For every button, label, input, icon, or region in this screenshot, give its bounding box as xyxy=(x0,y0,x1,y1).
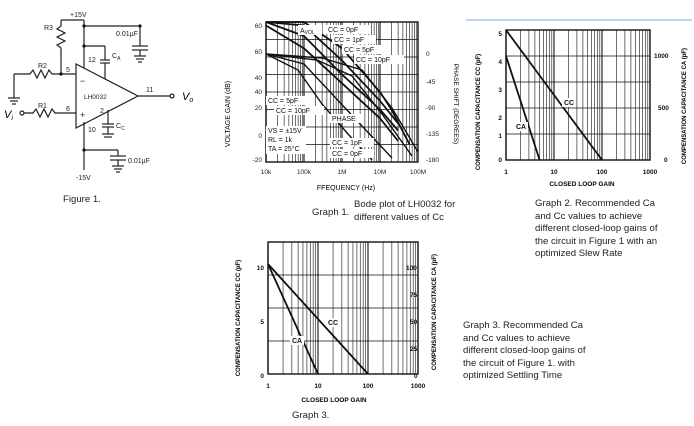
vplus-label: +15V xyxy=(70,12,87,19)
vi-label: Vi xyxy=(4,109,13,122)
graph-3-xtick: 100 xyxy=(362,383,374,390)
chip-label: LH0032 xyxy=(84,94,107,101)
phase-label-10pf: CC = 10pF xyxy=(276,108,311,115)
plot-frame xyxy=(506,30,650,160)
graph-2-ca-label: CA xyxy=(516,124,527,131)
cap-top-label: 0.01µF xyxy=(116,31,138,38)
graph-2-ytick: 4 xyxy=(498,59,502,66)
pin-11: 11 xyxy=(146,87,154,94)
inverting-sign: − xyxy=(80,76,86,86)
r3-resistor xyxy=(57,20,65,74)
graph-1-ytick: 60 xyxy=(254,23,262,30)
graph-1-bode-plot xyxy=(222,14,462,199)
gain-label-10pf: CC = 10pF xyxy=(356,57,391,64)
pin-5: 5 xyxy=(66,67,70,74)
graph-3-caption: Graph 3. Recommended Ca and Cc values to achieve different closed-loop gains of the circuit of Figure 1. with optimized Settling Time xyxy=(463,320,586,381)
graph-2-ytick: 5 xyxy=(498,31,502,38)
graph-2-ylabel-right: COMPENSATION CAPACITANCE CA (pF) xyxy=(682,47,688,165)
graph-3-grid xyxy=(268,242,418,374)
graph-2-ytick-right: 500 xyxy=(658,105,669,112)
graph-2-xtick: 1000 xyxy=(642,169,658,176)
graph-3-ytick-right: 75 xyxy=(410,292,418,299)
graph-1-ylabel-left: VOLTAGE GAIN (dB) xyxy=(225,80,232,148)
figure-1-circuit xyxy=(0,0,215,215)
graph-1-ytick: 40 xyxy=(254,75,262,82)
graph-2 xyxy=(466,16,692,194)
gain-label-5pf: CC = 5pF xyxy=(344,47,375,54)
graph-2-ytick: 2 xyxy=(498,115,502,122)
graph-1-xtick: 10k xyxy=(260,169,272,176)
graph-1-ytick: 0 xyxy=(258,133,262,140)
graph-3-ytick: 5 xyxy=(260,319,264,326)
graph-2-ylabel-left: COMPENSATION CAPACITANCE CC (pF) xyxy=(476,53,482,171)
graph-3-ytick-right: 100 xyxy=(406,265,417,272)
r3-label: R3 xyxy=(44,25,53,32)
cap-bottom-label: 0.01µF xyxy=(128,158,150,165)
graph-1-ylabel-right: PHASE SHIFT (DEGREES) xyxy=(452,63,459,145)
graph-1-phase-tick: -135 xyxy=(426,131,440,138)
graph-1-xtick: 10M xyxy=(373,169,387,176)
condition-ta: TA = 25°C xyxy=(268,146,300,153)
graph-1-xtick: 100k xyxy=(296,169,312,176)
graph-1-caption: Bode plot of LH0032 for different values of Cc xyxy=(354,199,456,223)
graph-2-grid xyxy=(506,30,650,160)
graph-1-phase-tick: -45 xyxy=(426,79,436,86)
pin-10: 10 xyxy=(88,127,96,134)
graph-2-ytick-right: 0 xyxy=(664,157,668,164)
condition-rl: RL = 1k xyxy=(268,137,293,144)
vminus-label: -15V xyxy=(76,175,91,182)
graph-3-ytick-right: 0 xyxy=(414,373,418,380)
graph-3 xyxy=(226,232,442,408)
graph-1-ytick: 40 xyxy=(254,89,262,96)
graph-1-xtick: 1M xyxy=(337,169,347,176)
phase-title: PHASE xyxy=(332,116,356,123)
graph-1-phase-tick: -180 xyxy=(426,157,440,164)
graph-3-xlabel: CLOSED LOOP GAIN xyxy=(301,397,367,404)
pin-12: 12 xyxy=(88,57,96,64)
graph-2-ytick: 3 xyxy=(498,87,502,94)
graph-2-cc-label: CC xyxy=(564,100,575,107)
noninverting-sign: + xyxy=(80,110,86,120)
graph-3-label: Graph 3. xyxy=(292,410,330,421)
r1-label: R1 xyxy=(38,103,47,110)
graph-3-xtick: 1000 xyxy=(410,383,426,390)
phase-label-5pf: CC = 5pF xyxy=(268,98,299,105)
graph-3-ylabel-left: COMPENSATION CAPACITANCE CC (pF) xyxy=(236,259,242,377)
graph-2-xtick: 100 xyxy=(596,169,608,176)
graph-2-ytick: 0 xyxy=(498,157,502,164)
graph-3-ytick: 10 xyxy=(256,265,264,272)
vo-label: Vo xyxy=(182,91,194,104)
graph-1-phase-tick: -90 xyxy=(426,105,436,112)
gain-label-1pf: CC = 1pF xyxy=(334,37,365,44)
graph-1-ytick: -20 xyxy=(252,157,262,164)
graph-1-ytick: 60 xyxy=(254,49,262,56)
pin-2: 2 xyxy=(100,108,104,115)
graph-1-xlabel: FFEQUENCY (Hz) xyxy=(316,185,376,192)
graph-2-ytick: 1 xyxy=(498,133,502,140)
graph-2-xlabel: CLOSED LOOP GAIN xyxy=(549,181,615,188)
ca-label: $C_A$ xyxy=(112,53,121,62)
graph-1-xtick: 100M xyxy=(409,169,427,176)
graph-3-ytick-right: 50 xyxy=(410,319,418,326)
graph-3-ylabel-right: COMPENSATION CAPACITANCE CA (pF) xyxy=(432,253,438,371)
graph-1-ytick: 20 xyxy=(254,105,262,112)
graph-1-label: Graph 1. xyxy=(312,207,350,218)
graph-2-ytick-right: 1000 xyxy=(654,53,669,60)
graph-3-cc-label: CC xyxy=(328,320,339,327)
graph-1-phase-tick: 0 xyxy=(426,51,430,58)
graph-2-xtick: 10 xyxy=(550,169,558,176)
graph-2-caption: Graph 2. Recommended Ca and Cc values to achieve different closed-loop gains of the circuit in Figure 1 with an optimized Slew Rate xyxy=(535,198,658,259)
graph-2-xtick: 1 xyxy=(504,169,508,176)
gain-label-0pf: CC = 0pF xyxy=(328,27,359,34)
graph-3-xtick: 1 xyxy=(266,383,270,390)
condition-vs: VS = ±15V xyxy=(268,128,302,135)
avol-label: AVOL xyxy=(300,28,315,36)
cc-label: $C_C$ xyxy=(116,123,125,132)
graph-3-ytick-right: 25 xyxy=(410,346,418,353)
figure-1-label: Figure 1. xyxy=(63,194,101,205)
graph-3-xtick: 10 xyxy=(314,383,322,390)
pin-6: 6 xyxy=(66,106,70,113)
r2-label: R2 xyxy=(38,63,47,70)
phase-label-1pf: CC = 1pF xyxy=(332,140,363,147)
graph-3-ca-label: CA xyxy=(292,338,303,345)
phase-label-0pf: CC = 0pF xyxy=(332,151,363,158)
graph-3-ytick: 0 xyxy=(260,373,264,380)
